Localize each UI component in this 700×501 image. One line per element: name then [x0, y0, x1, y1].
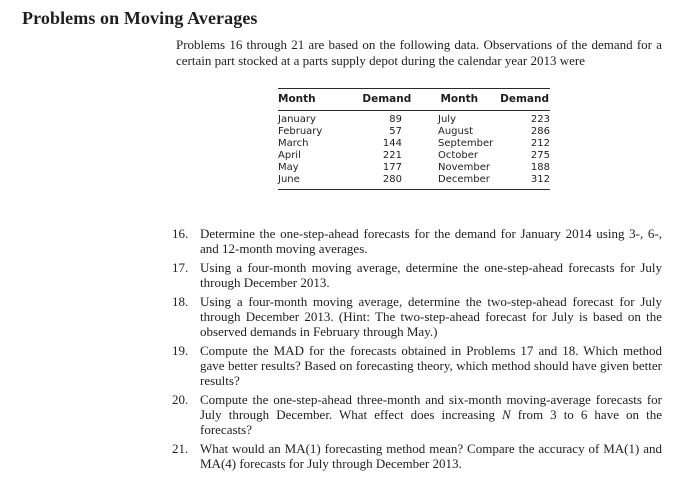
problem-text: Determine the one-step-ahead forecasts for the demand for January 2014 using 3-, 6-, and 12-month moving averages.	[200, 226, 662, 256]
demand-cell: 177	[382, 162, 402, 173]
demand-cell: 221	[382, 150, 402, 161]
demand-cell: 312	[530, 174, 550, 185]
problem-text: Compute the MAD for the forecasts obtained in Problems 17 and 18. Which method gave better results? Based on forecasting theory, which method should have given better results?	[200, 343, 662, 388]
demand-cell: 212	[530, 138, 550, 149]
table-row	[278, 174, 554, 186]
demand-cell: 57	[389, 126, 402, 137]
problem-text-part: Compute the one-step-ahead three-month and six-month moving-average forecasts for July through December. What effect does increasing	[200, 392, 662, 422]
table-row	[278, 111, 554, 126]
demand-cell: 286	[530, 126, 550, 137]
problem-text: Using a four-month moving average, determine the two-step-ahead forecast for July through December 2013. (Hint: The two-step-ahead forecast for July is based on the observed demands in February through May.)	[200, 294, 662, 339]
month-cell: November	[438, 162, 491, 173]
problem-number: 17.	[172, 260, 189, 275]
month-cell: October	[438, 150, 479, 161]
table-row	[278, 126, 554, 138]
problem-number: 16.	[172, 226, 189, 241]
table-bottom-rule	[278, 189, 550, 190]
month-cell: May	[278, 162, 299, 173]
problem-text: Using a four-month moving average, determine the one-step-ahead forecasts for July through December 2013.	[200, 260, 662, 290]
month-cell: August	[438, 126, 473, 137]
variable-n: N	[502, 407, 511, 422]
month-cell: January	[278, 114, 316, 125]
header-month-1: Month	[278, 93, 316, 105]
problem-number: 19.	[172, 343, 189, 358]
demand-table	[278, 88, 550, 190]
problem-text: What would an MA(1) forecasting method mean? Compare the accuracy of MA(1) and MA(4) forecasts for July through December 2013.	[200, 441, 662, 471]
demand-cell: 280	[382, 174, 402, 185]
problem-19	[172, 343, 662, 388]
table-header-row	[278, 89, 550, 108]
problem-text-part: from 3 to 6 have on the forecasts?	[200, 407, 662, 437]
demand-cell: 144	[382, 138, 402, 149]
header-demand-1: Demand	[362, 93, 412, 105]
problem-number: 18.	[172, 294, 189, 309]
month-cell: December	[438, 174, 490, 185]
header-month-2: Month	[440, 93, 479, 105]
month-cell: June	[278, 174, 300, 185]
problem-number: 21.	[172, 441, 189, 456]
header-demand-2: Demand	[500, 93, 549, 105]
intro-paragraph: Problems 16 through 21 are based on the following data. Observations of the demand for a certain part stocked at a parts supply depot during the calendar year 2013 were	[176, 37, 662, 68]
month-cell: July	[438, 114, 456, 125]
section-heading: Problems on Moving Averages	[22, 8, 258, 28]
problem-text	[200, 392, 662, 437]
problem-17	[172, 260, 662, 290]
problem-list	[172, 226, 662, 475]
month-cell: March	[278, 138, 309, 149]
table-row	[278, 138, 554, 150]
demand-cell: 89	[389, 114, 402, 125]
problem-21	[172, 441, 662, 471]
month-cell: April	[278, 150, 301, 161]
month-cell: September	[438, 138, 494, 149]
month-cell: February	[278, 126, 323, 137]
demand-cell: 223	[530, 114, 550, 125]
problem-number: 20.	[172, 392, 189, 407]
table-row	[278, 150, 554, 162]
problem-18	[172, 294, 662, 339]
problem-16	[172, 226, 662, 256]
problem-20	[172, 392, 662, 437]
table-row	[278, 162, 554, 174]
demand-cell: 188	[530, 162, 550, 173]
demand-cell: 275	[530, 150, 550, 161]
